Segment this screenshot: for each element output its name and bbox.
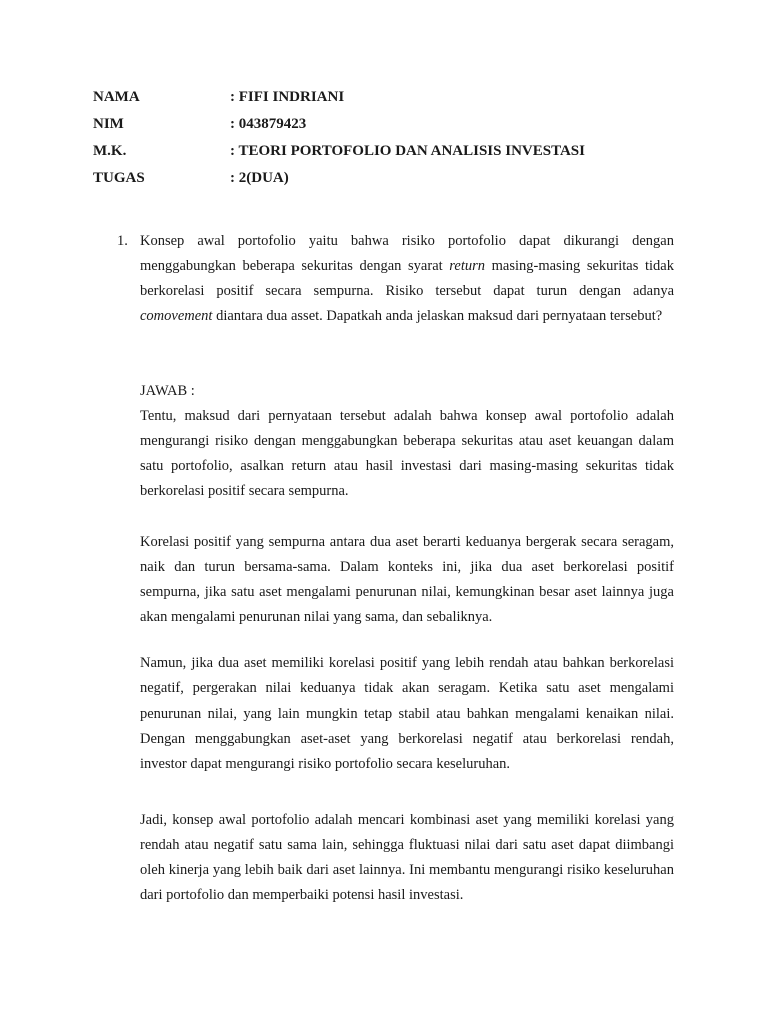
header-row-nama	[93, 84, 693, 111]
student-info-header	[93, 84, 693, 192]
header-key: NIM	[93, 116, 124, 132]
answer-paragraph-3: Namun, jika dua aset memiliki korelasi positif yang lebih rendah atau bahkan berkorelasi negatif, pergerakan nilai keduanya tidak akan seragam. Ketika satu aset mengalami penurunan nilai, yang lain mungkin tetap stabil atau bahkan mengalami kenaikan nilai. Dengan menggabungkan aset-aset yang berkorelasi negatif atau berkorelasi rendah, investor dapat mengurangi risiko portofolio secara keseluruhan.	[140, 655, 674, 772]
header-row-mk	[93, 138, 693, 165]
header-key: TUGAS	[93, 170, 145, 186]
question-text-part: diantara dua asset. Dapatkah anda jelaskan maksud dari pernyataan tersebut?	[212, 308, 663, 324]
header-key: M.K.	[93, 143, 127, 159]
answer-label: JAWAB :	[140, 383, 195, 399]
question-text-part: masing-masing sekuritas tidak berkorelasi positif secara sempurna. Risiko tersebut dapat turun dengan adanya	[140, 258, 674, 299]
question-text-part: Konsep awal portofolio yaitu bahwa risiko portofolio dapat dikurangi dengan menggabungkan beberapa sekuritas dengan syarat	[140, 233, 674, 274]
header-value: : 043879423	[230, 116, 307, 132]
question-emphasis-return: return	[449, 258, 485, 274]
header-row-tugas	[93, 165, 693, 192]
header-value: : 2(DUA)	[230, 170, 289, 186]
header-value: : FIFI INDRIANI	[230, 89, 345, 105]
answer-paragraph-4: Jadi, konsep awal portofolio adalah mencari kombinasi aset yang memiliki korelasi yang rendah atau negatif satu sama lain, sehingga fluktuasi nilai dari satu aset dapat diimbangi oleh kinerja yang lebih baik dari aset lainnya. Ini membantu mengurangi risiko keseluruhan dari portofolio dan memperbaiki potensi hasil investasi.	[140, 812, 674, 903]
header-row-nim	[93, 111, 693, 138]
answer-paragraph-2: Korelasi positif yang sempurna antara dua aset berarti keduanya bergerak secara seragam, naik dan turun bersama-sama. Dalam konteks ini, jika dua aset berkorelasi positif sempurna, jika satu aset mengalami penurunan nilai, kemungkinan besar aset lainnya juga akan mengalami penurunan nilai yang sama, dan sebaliknya.	[140, 534, 674, 625]
header-value: : TEORI PORTOFOLIO DAN ANALISIS INVESTASI	[230, 143, 585, 159]
header-key: NAMA	[93, 89, 140, 105]
question-emphasis-comovement: comovement	[140, 308, 213, 324]
answer-paragraph-1: Tentu, maksud dari pernyataan tersebut adalah bahwa konsep awal portofolio adalah mengurangi risiko dengan menggabungkan beberapa sekuritas atau aset keuangan dalam satu portofolio, asalkan return atau hasil investasi dari masing-masing sekuritas tidak berkorelasi positif secara sempurna.	[140, 408, 674, 499]
question-number: 1.	[117, 233, 128, 249]
question-text	[140, 229, 674, 329]
